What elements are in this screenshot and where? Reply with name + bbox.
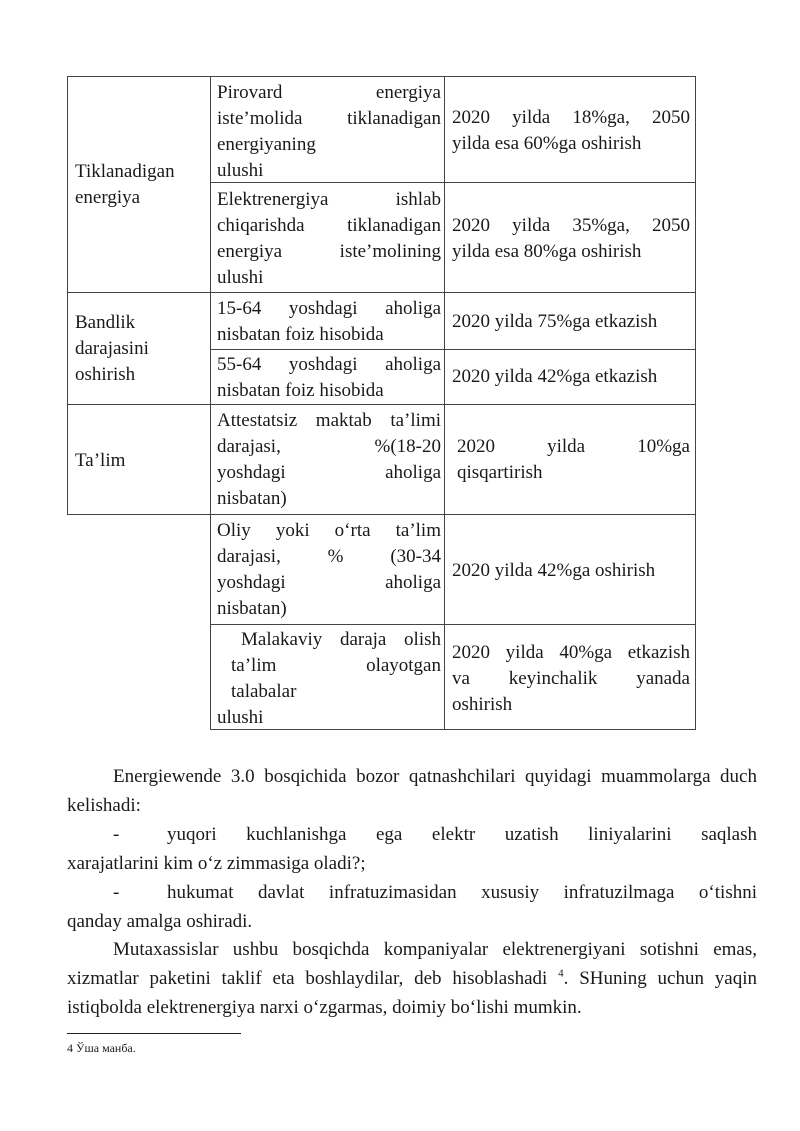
group-name-employment	[75, 310, 205, 388]
indicator-line: energiya iste’molining	[217, 241, 441, 262]
intro-paragraph	[67, 762, 757, 820]
table-rule	[67, 514, 696, 515]
group-name-line: Tiklanadigan	[75, 161, 175, 182]
bullet-item	[67, 878, 757, 936]
target-cell	[452, 309, 690, 335]
group-name-line: Ta’lim	[75, 450, 126, 471]
indicator-line: ulushi	[217, 707, 264, 728]
footnote-reference: 4	[558, 967, 564, 980]
indicator-line: Attestatsiz maktab ta’limi	[217, 410, 441, 431]
group-name-education	[75, 448, 205, 474]
target-cell	[457, 434, 690, 486]
target-line: yilda esa 80%ga oshirish	[452, 241, 642, 262]
table-rule	[444, 76, 445, 730]
target-cell	[452, 640, 690, 718]
indicator-line: nisbatan)	[217, 488, 287, 509]
indicator-line: talabalar	[231, 681, 297, 702]
indicator-cell	[217, 80, 441, 184]
indicator-line: ulushi	[217, 267, 264, 288]
bullet-continuation: qanday amalga oshiradi.	[67, 911, 253, 932]
indicator-line: 15-64 yoshdagi aholiga	[217, 298, 441, 319]
indicator-line: nisbatan)	[217, 598, 287, 619]
indicator-line: ulushi	[217, 160, 264, 181]
bullet-item	[67, 820, 757, 878]
bullet-text: hukumat davlat infratuzimasidan xususiy infratuzilmaga o‘tishni	[167, 882, 757, 903]
group-name-renewable	[75, 159, 205, 211]
table-rule	[67, 76, 696, 77]
table-rule	[67, 404, 696, 405]
bullet-first-line	[67, 820, 757, 849]
target-line: qisqartirish	[457, 462, 543, 483]
intro-text: Energiewende 3.0 bosqichida bozor qatnashchilari quyidagi muammolarga duch kelishadi:	[67, 766, 757, 816]
indicator-line: Oliy yoki o‘rta ta’lim	[217, 520, 441, 541]
indicator-line: ta’lim olayotgan	[231, 655, 441, 676]
bullet-first-line	[67, 878, 757, 907]
closing-text: Mutaxassislar ushbu bosqichda kompaniyalar elektrenergiyani sotishni emas, xizmatlar paketini taklif eta boshlaydilar, deb hisoblashadi	[67, 939, 757, 989]
footnote-rule	[67, 1033, 241, 1034]
target-line: yilda esa 60%ga oshirish	[452, 133, 642, 154]
indicator-line: iste’molida tiklanadigan	[217, 108, 441, 129]
indicator-cell	[217, 627, 441, 731]
target-line: oshirish	[452, 694, 513, 715]
group-name-line: darajasini	[75, 338, 149, 359]
indicator-cell	[217, 408, 441, 512]
group-name-line: energiya	[75, 187, 141, 208]
indicator-line: yoshdagi aholiga	[217, 462, 441, 483]
bullet-dash: -	[113, 824, 120, 845]
target-cell	[452, 105, 690, 157]
indicator-line: chiqarishda tiklanadigan	[217, 215, 441, 236]
target-line: 2020 yilda 18%ga, 2050	[452, 107, 690, 128]
table-rule	[210, 76, 211, 730]
table-rule	[210, 624, 696, 625]
table-rule	[67, 292, 696, 293]
target-cell	[452, 558, 690, 584]
indicator-line: Elektrenergiya ishlab	[217, 189, 441, 210]
indicator-line: yoshdagi aholiga	[217, 572, 441, 593]
target-line: 2020 yilda 10%ga	[457, 436, 690, 457]
indicator-cell	[217, 518, 441, 622]
closing-paragraph	[67, 935, 757, 1022]
target-line: 2020 yilda 75%ga etkazish	[452, 311, 658, 332]
indicator-line: darajasi, %(18-20	[217, 436, 441, 457]
bullet-dash: -	[113, 882, 120, 903]
indicator-line: Pirovard energiya	[217, 82, 441, 103]
indicator-cell	[217, 296, 441, 348]
bullet-text: yuqori kuchlanishga ega elektr uzatish liniyalarini saqlash	[167, 824, 757, 845]
target-cell	[452, 213, 690, 265]
indicator-line: Malakaviy daraja olish	[241, 629, 441, 650]
indicator-line: 55-64 yoshdagi aholiga	[217, 354, 441, 375]
indicator-line: darajasi, % (30-34	[217, 546, 441, 567]
indicator-line: nisbatan foiz hisobida	[217, 324, 384, 345]
target-line: 2020 yilda 42%ga oshirish	[452, 560, 656, 581]
bullet-continuation: xarajatlarini kim o‘z zimmasiga oladi?;	[67, 853, 366, 874]
footnote: 4 Ўша манба.	[67, 1041, 136, 1055]
indicator-line: energiyaning	[217, 134, 316, 155]
indicator-cell	[217, 352, 441, 404]
target-line: 2020 yilda 40%ga etkazish	[452, 642, 690, 663]
target-line: 2020 yilda 35%ga, 2050	[452, 215, 690, 236]
table-rule	[67, 76, 68, 515]
indicator-cell	[217, 187, 441, 291]
table-rule	[695, 76, 696, 730]
table-rule	[210, 349, 696, 350]
closing-text-end: . SHuning uchun yaqin istiqbolda elektrenergiya narxi o‘zgarmas, doimiy bo‘lishi mumkin.	[67, 968, 758, 1018]
target-line: va keyinchalik yanada	[452, 668, 690, 689]
group-name-line: Bandlik	[75, 312, 136, 333]
target-line: 2020 yilda 42%ga etkazish	[452, 366, 658, 387]
group-name-line: oshirish	[75, 364, 136, 385]
indicator-line: nisbatan foiz hisobida	[217, 380, 384, 401]
target-cell	[452, 364, 690, 390]
